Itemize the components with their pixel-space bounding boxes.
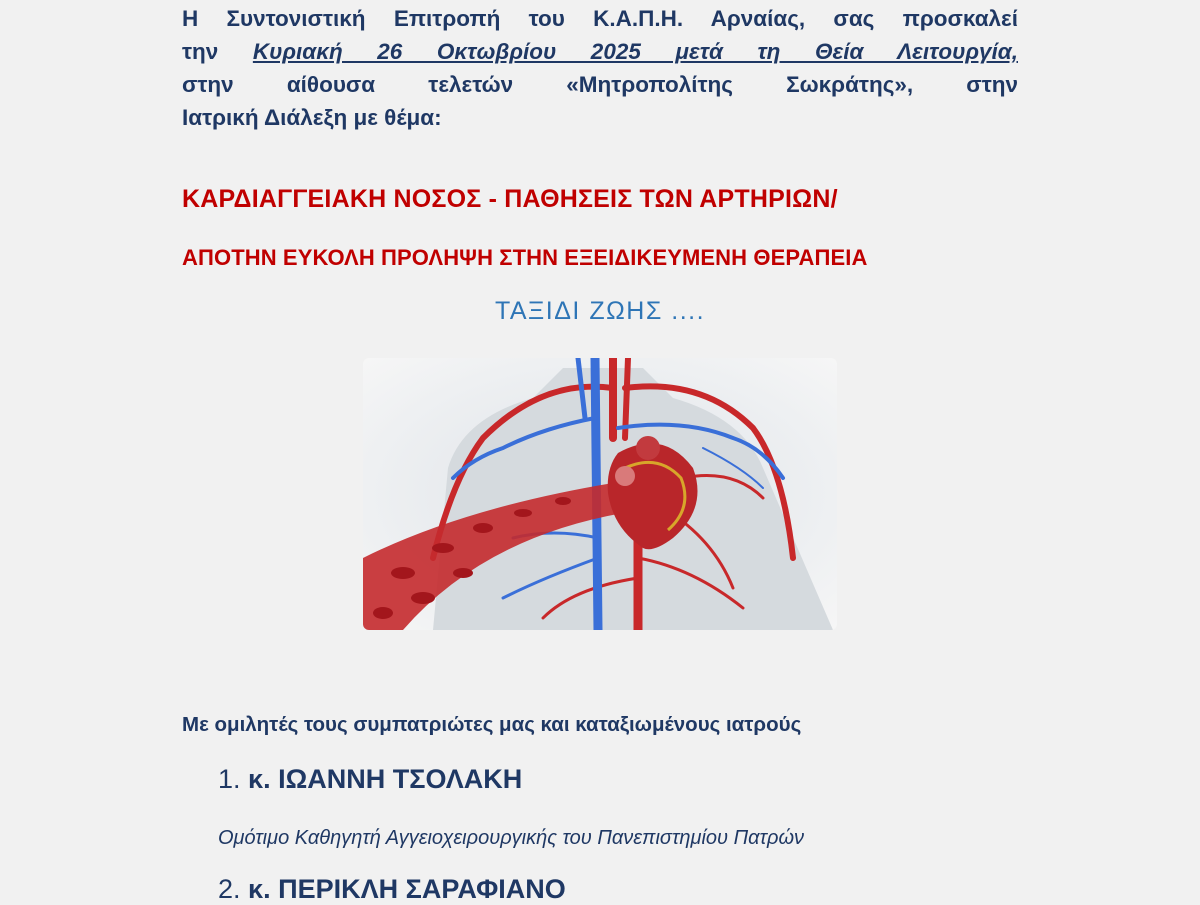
speaker-1-number: 1.: [218, 764, 241, 794]
speakers-intro: Με ομιλητές τους συμπατριώτες μας και καταξιωμένους ιατρούς: [182, 713, 802, 736]
speaker-2-fullname: ΠΕΡΙΚΛΗ ΣΑΡΑΦΙΑΝΟ: [278, 874, 566, 904]
heart-circulation-illustration: [363, 358, 837, 630]
invitation-paragraph: [182, 2, 1018, 134]
speaker-1-fullname: ΙΩΑΝΝΗ ΤΣΟΛΑΚΗ: [278, 764, 523, 794]
speaker-2-number: 2.: [218, 874, 241, 904]
speaker-2-name: [218, 874, 566, 905]
heart-icon: [363, 358, 837, 630]
intro-line-1: Η Συντονιστική Επιτροπή του Κ.Α.Π.Η. Αρναίας, σας προσκαλεί: [182, 6, 1018, 31]
lecture-subtitle: ΤΑΞΙΔΙ ΖΩΗΣ ....: [494, 297, 706, 325]
speaker-2-title: κ.: [248, 874, 271, 904]
intro-line-3: στην αίθουσα τελετών «Μητροπολίτης Σωκράτης», στην: [182, 72, 1018, 97]
lecture-title-line-2: ΑΠΟΤΗΝ ΕΥΚΟΛΗ ΠΡΟΛΗΨΗ ΣΤΗΝ ΕΞΕΙΔΙΚΕΥΜΕΝΗ ΘΕΡΑΠΕΙΑ: [182, 245, 868, 270]
speaker-1-name: [218, 764, 522, 795]
event-date: Κυριακή 26 Οκτωβρίου 2025 μετά τη Θεία Λειτουργία,: [252, 39, 1018, 64]
speaker-1-title: κ.: [248, 764, 271, 794]
intro-line-4: Ιατρική Διάλεξη με θέμα:: [182, 105, 442, 130]
lecture-title-line-1: ΚΑΡΔΙΑΓΓΕΙΑΚΗ ΝΟΣΟΣ - ΠΑΘΗΣΕΙΣ ΤΩΝ ΑΡΤΗΡΙΩΝ/: [182, 185, 838, 213]
intro-line-2-prefix: την: [182, 39, 253, 64]
speaker-1-role: Ομότιμο Καθηγητή Αγγειοχειρουργικής του Πανεπιστημίου Πατρών: [218, 827, 805, 849]
intro-line-2: [182, 35, 1018, 68]
